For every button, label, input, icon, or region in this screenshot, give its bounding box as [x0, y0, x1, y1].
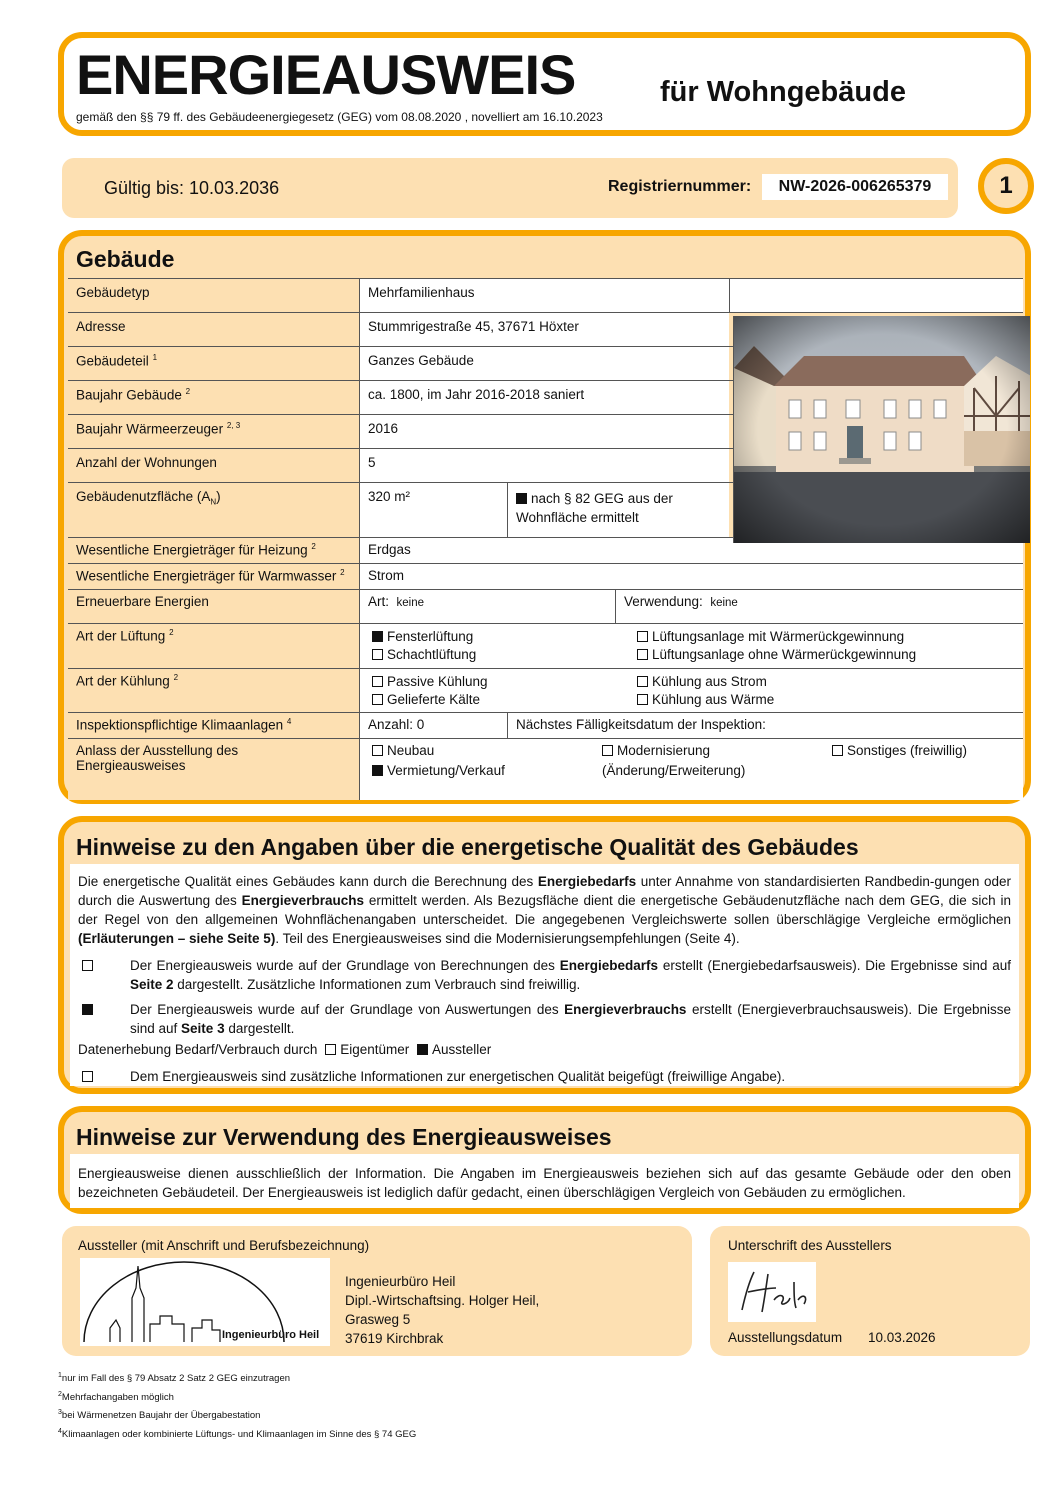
label-anlass: Anlass der Ausstellung des Energieausweises: [68, 739, 359, 800]
value-gebaeudeteil: Ganzes Gebäude: [359, 347, 729, 380]
row-warmwasser: [68, 563, 1023, 589]
value-anlass: Neubau Vermietung/Verkauf Modernisierung (Änderung/Erweiterung) Sonstiges (freiwillig): [359, 739, 1023, 800]
label-kuehlung: Art der Kühlung $^2$: [68, 669, 359, 712]
label-heizung: Wesentliche Energieträger für Heizung $^2$: [68, 538, 359, 563]
footnotes: [58, 1368, 416, 1443]
value-waermeerzeuger: 2016: [359, 415, 729, 448]
option-bedarfsausweis: Der Energieausweis wurde auf der Grundlage von Berechnungen des Energiebedarfs erstellt (Energiebedarfsausweis). Die Ergebnisse sind auf Seite 2 dargestellt. Zusätzliche Informationen zum Verbrauch sind freiwillig.: [78, 956, 1011, 994]
checkbox-aussteller[interactable]: [417, 1044, 428, 1055]
row-klimaanlagen: [68, 712, 1023, 738]
value-kuehlung: Passive Kühlung Gelieferte Kälte Kühlung aus Strom Kühlung aus Wärme: [359, 669, 1023, 712]
row-lueftung: [68, 623, 1023, 668]
row-erneuerbar: [68, 589, 1023, 623]
label-gebaeudetyp: Gebäudetyp: [68, 279, 359, 312]
checkbox-fensterlueftung[interactable]: [372, 631, 383, 642]
building-photo: [733, 316, 1030, 543]
label-erneuerbar: Erneuerbare Energien: [68, 590, 359, 623]
checkbox-neubau[interactable]: [372, 745, 383, 756]
issuer-logo: [80, 1258, 330, 1346]
option-zusatzinfo: Dem Energieausweis sind zusätzliche Informationen zur energetischen Qualität beigefügt (freiwillige Angabe).: [78, 1067, 1011, 1086]
label-adresse: Adresse: [68, 313, 359, 346]
issuer-logo-text: Ingenieurbüro Heil: [222, 1329, 320, 1341]
value-adresse: Stummrigestraße 45, 37671 Höxter: [359, 313, 729, 346]
checkbox-bedarfsausweis[interactable]: [82, 960, 93, 971]
value-erneuerbar-verwendung: Verwendung: keine: [615, 590, 1023, 623]
value-baujahr: ca. 1800, im Jahr 2016-2018 saniert: [359, 381, 729, 414]
validity-bar: [62, 158, 958, 218]
row-kuehlung: [68, 668, 1023, 712]
value-klimaanlagen-anzahl: Anzahl: 0: [359, 713, 507, 738]
row-anlass: [68, 738, 1023, 800]
data-collection-line: Datenerhebung Bedarf/Verbrauch durch Eigentümer Aussteller: [78, 1042, 492, 1057]
label-warmwasser: Wesentliche Energieträger für Warmwasser $^2$: [68, 564, 359, 589]
signature-title: Unterschrift des Ausstellers: [728, 1238, 892, 1253]
checkbox-verbrauchsausweis[interactable]: [82, 1004, 93, 1015]
footnote-1: $^1$nur im Fall des § 79 Absatz 2 Satz 2 GEG einzutragen: [58, 1372, 291, 1385]
quality-notes-body: [70, 864, 1019, 1086]
checkbox-lueftung-mit-wrg[interactable]: [637, 631, 648, 642]
footnote-2: $^2$Mehrfachangaben möglich: [58, 1390, 174, 1403]
checkbox-kuehlung-strom[interactable]: [637, 676, 648, 687]
usage-notes-section: [58, 1106, 1031, 1214]
quality-notes-section: [58, 816, 1031, 1094]
value-erneuerbar-art: Art: keine: [359, 590, 615, 623]
value-gebaeudetyp: Mehrfamilienhaus: [359, 279, 729, 312]
issue-date-value: 10.03.2026: [868, 1330, 936, 1345]
issuer-address: Ingenieurbüro Heil Dipl.-Wirtschaftsing. Holger Heil, Grasweg 5 37619 Kirchbrak: [345, 1274, 540, 1346]
document-title: ENERGIEAUSWEIS: [76, 43, 576, 106]
issuer-box: [62, 1226, 692, 1356]
registration-label: Registriernummer:: [608, 178, 752, 195]
footnote-4: $^4$Klimaanlagen oder kombinierte Lüftungs- und Klimaanlagen im Sinne des § 74 GEG: [58, 1427, 417, 1441]
registration-number: NW-2026-006265379: [762, 174, 948, 200]
checkbox-eigentuemer[interactable]: [325, 1044, 336, 1055]
quality-notes-intro: Die energetische Qualität eines Gebäudes kann durch die Berechnung des Energiebedarfs unter Annahme von standardisierten Randbedin-gungen oder durch die Auswertung des Energieverbrauchs ermittelt werden. Als Bezugsfläche dient die energetische Gebäudenutzfläche nach dem GEG, die sich in der Regel von den allgemeinen Wohnflächenangaben unterscheidet. Die angegebenen Vergleichswerte sollen überschlägige Vergleiche ermöglichen (Erläuterungen – siehe Seite 5). Teil des Energieausweises sind die Modernisierungsempfehlungen (Seite 4).: [78, 874, 1012, 946]
label-nutzflaeche: Gebäudenutzfläche $(A_N)$: [68, 483, 359, 537]
option-verbrauchsausweis: Der Energieausweis wurde auf der Grundlage von Auswertungen des Energieverbrauchs erstellt (Energieverbrauchsausweis). Die Ergebnisse sind auf Seite 3 dargestellt.: [78, 1000, 1011, 1038]
checkbox-passive-kuehlung[interactable]: [372, 676, 383, 687]
value-heizung: Erdgas: [359, 538, 1023, 563]
checkbox-nutzflaeche-wohnflaeche[interactable]: [516, 493, 527, 504]
label-gebaeudeteil: Gebäudeteil $^1$: [68, 347, 359, 380]
usage-notes-title: Hinweise zur Verwendung des Energieausweises: [76, 1124, 612, 1150]
value-wohnungen: 5: [359, 449, 729, 482]
label-baujahr: Baujahr Gebäude $^2$: [68, 381, 359, 414]
row-gebaeudetyp: [68, 278, 1023, 312]
checkbox-sonstiges[interactable]: [832, 745, 843, 756]
issue-date-label: Ausstellungsdatum: [728, 1330, 843, 1345]
signature-image: [728, 1262, 816, 1322]
label-wohnungen: Anzahl der Wohnungen: [68, 449, 359, 482]
value-klimaanlagen-inspektion: Nächstes Fälligkeitsdatum der Inspektion:: [507, 713, 1023, 738]
checkbox-schachtlueftung[interactable]: [372, 649, 383, 660]
document-subtitle: für Wohngebäude: [660, 76, 906, 108]
value-nutzflaeche: 320 m²: [359, 483, 507, 537]
checkbox-lueftung-ohne-wrg[interactable]: [637, 649, 648, 660]
label-klimaanlagen: Inspektionspflichtige Klimaanlagen $^4$: [68, 713, 359, 738]
value-warmwasser: Strom: [359, 564, 1023, 589]
quality-notes-title: Hinweise zu den Angaben über die energetische Qualität des Gebäudes: [76, 834, 859, 860]
checkbox-zusatzinfo[interactable]: [82, 1071, 93, 1082]
page-number-badge: 1: [978, 158, 1034, 214]
value-lueftung: Fensterlüftung Schachtlüftung Lüftungsanlage mit Wärmerückgewinnung Lüftungsanlage ohne Wärmerückgewinnung: [359, 624, 1023, 668]
building-section-title: Gebäude: [76, 246, 175, 272]
issuer-title: Aussteller (mit Anschrift und Berufsbezeichnung): [78, 1238, 370, 1253]
footnote-3: $^3$bei Wärmenetzen Baujahr der Übergabestation: [58, 1409, 261, 1422]
valid-until: Gültig bis: 10.03.2036: [104, 178, 280, 198]
usage-notes-body: Energieausweise dienen ausschließlich der Information. Die Angaben im Energieausweis beziehen sich auf das gesamte Gebäude oder den oben bezeichneten Gebäudeteil. Der Energieausweis ist lediglich dafür gedacht, einen überschlägigen Vergleich von Gebäuden zu ermöglichen.: [70, 1154, 1019, 1208]
header-frame: [58, 32, 1031, 136]
nutzflaeche-note: nach § 82 GEG aus der Wohnfläche ermittelt: [507, 483, 729, 537]
checkbox-modernisierung[interactable]: [602, 745, 613, 756]
checkbox-vermietung-verkauf[interactable]: [372, 765, 383, 776]
label-waermeerzeuger: Baujahr Wärmeerzeuger $^{2, 3}$: [68, 415, 359, 448]
label-lueftung: Art der Lüftung $^2$: [68, 624, 359, 668]
signature-box: [710, 1226, 1030, 1356]
checkbox-kuehlung-waerme[interactable]: [637, 694, 648, 705]
law-reference: gemäß den §§ 79 ff. des Gebäudeenergiegesetz (GEG) vom 08.08.2020 , novelliert am 16.10.2023: [76, 110, 603, 124]
building-section: [58, 230, 1031, 804]
checkbox-gelieferte-kaelte[interactable]: [372, 694, 383, 705]
